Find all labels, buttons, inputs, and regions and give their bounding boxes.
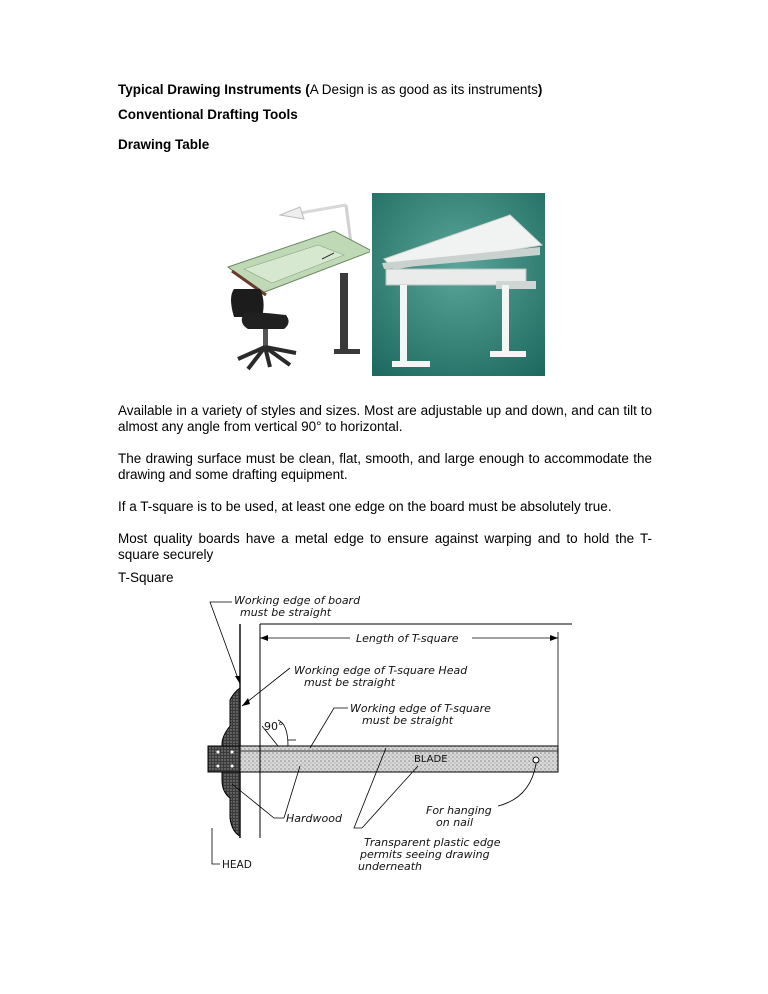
label-head: HEAD bbox=[222, 859, 252, 871]
label-transparent-3: underneath bbox=[358, 860, 422, 873]
paragraph-metal-edge: Most quality boards have a metal edge to ensure against warping and to hold the T-square securely bbox=[118, 531, 652, 562]
label-transparent-1: Transparent plastic edge bbox=[364, 836, 501, 849]
drafting-table-photo-left bbox=[222, 193, 370, 373]
drafting-table-photo-right bbox=[372, 193, 545, 376]
label-transparent-2: permits seeing drawing bbox=[360, 848, 490, 861]
paragraph-drawing-surface: The drawing surface must be clean, flat, smooth, and large enough to accommodate the drawing and some drafting equipment. bbox=[118, 451, 652, 482]
section-heading-drawing-table: Drawing Table bbox=[118, 137, 210, 152]
label-working-edge-tsquare-1: Working edge of T-square bbox=[350, 702, 491, 715]
paragraph-adjustable: Available in a variety of styles and sizes. Most are adjustable up and down, and can tilt to almost any angle from vertical 90° to horizontal. bbox=[118, 403, 652, 434]
label-working-edge-board-2: must be straight bbox=[240, 606, 332, 619]
label-length-tsquare: Length of T-square bbox=[356, 632, 459, 645]
label-working-edge-board-1: Working edge of board bbox=[234, 594, 361, 607]
tsquare-diagram bbox=[200, 588, 572, 880]
section-heading-conventional-tools: Conventional Drafting Tools bbox=[118, 107, 298, 122]
label-working-edge-head-1: Working edge of T-square Head bbox=[294, 664, 468, 677]
label-90-degrees: 90° bbox=[264, 720, 284, 733]
label-working-edge-tsquare-2: must be straight bbox=[362, 714, 454, 727]
tsquare-label: T-Square bbox=[118, 570, 174, 585]
label-working-edge-head-2: must be straight bbox=[304, 676, 396, 689]
label-hanging-2: on nail bbox=[436, 816, 474, 829]
document-title: Typical Drawing Instruments (A Design is as good as its instruments) bbox=[118, 82, 543, 97]
label-blade: BLADE bbox=[414, 754, 448, 765]
label-hardwood: Hardwood bbox=[286, 812, 342, 825]
label-hanging-1: For hanging bbox=[426, 804, 492, 817]
paragraph-tsquare-edge: If a T-square is to be used, at least one edge on the board must be absolutely true. bbox=[118, 499, 612, 514]
